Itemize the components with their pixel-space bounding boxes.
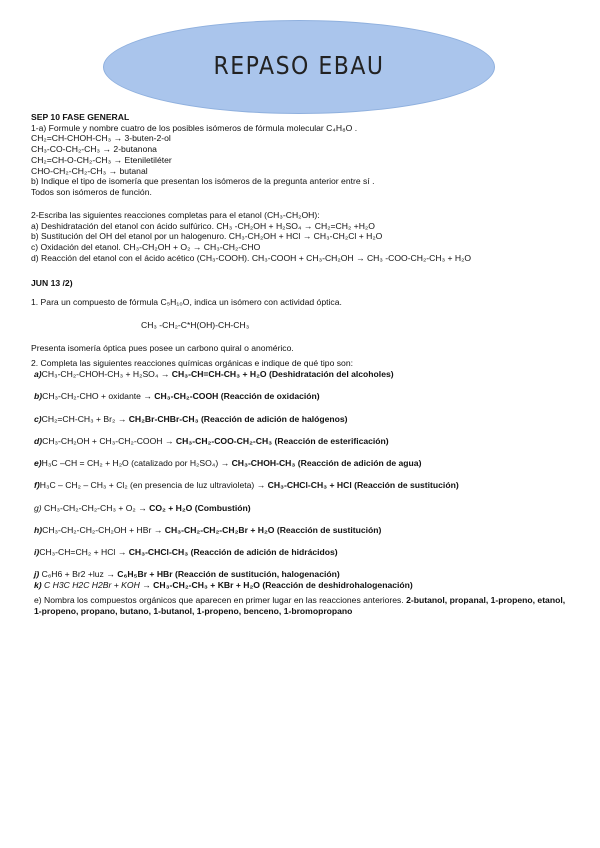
- reaction-b: [31, 391, 571, 402]
- question-2e-answer: 2-butanol, propanal, 1-propeno, etanol, 1-propeno, propano, butano, 1-butanol, 1-propeno, benceno, 1-bromopropano: [34, 594, 566, 616]
- reaction-item: a) Deshidratación del etanol con ácido sulfúrico. CH₃ -CH₂OH + H₂SO₄ → CH₂=CH₂ +H₂O: [31, 220, 375, 231]
- reaction-label: g): [34, 502, 42, 513]
- question-2: 2-Escriba las siguientes reacciones completas para el etanol (CH₃-CH₂OH):: [31, 209, 320, 220]
- reaction-k: [31, 580, 571, 591]
- reaction-reactants: CH₃-CH₂-CH₂-CH₃ + O₂ →: [41, 502, 150, 513]
- reaction-label: f): [34, 480, 40, 491]
- reaction-i: [31, 547, 571, 558]
- reaction-e: [31, 458, 571, 469]
- question-2e-text: e) Nombra los compuestos orgánicos que aparecen en primer lugar en las reacciones anteriores.: [34, 594, 407, 605]
- reaction-h: [31, 525, 571, 536]
- question-2e: [31, 595, 571, 616]
- document-body: [31, 112, 571, 616]
- section-heading-jun13: JUN 13 /2): [31, 277, 73, 288]
- title-banner: [103, 20, 495, 114]
- reaction-reactants: C H3C H2C H2Br + KOH →: [41, 580, 154, 591]
- reaction-reactants: C₆H6 + Br2 +luz →: [39, 569, 118, 580]
- reaction-label: h): [34, 524, 43, 535]
- reaction-reactants: CH₃-CH=CH₂ + HCl →: [39, 547, 129, 558]
- reaction-answer: CH₂Br-CHBr-CH₃ (Reacción de adición de halógenos): [128, 413, 348, 424]
- isomer-line: CHO-CH₂-CH₂-CH₃ → butanal: [31, 165, 148, 176]
- reaction-reactants: H₃C – CH₂ – CH₃ + Cl₂ (en presencia de luz ultravioleta) →: [39, 480, 268, 491]
- reaction-label: a): [34, 369, 42, 380]
- reaction-j: [31, 569, 571, 580]
- reaction-label: i): [34, 547, 40, 558]
- reaction-item: c) Oxidación del etanol. CH₃-CH₂OH + O₂ → CH₃-CH₂-CHO: [31, 242, 261, 253]
- reaction-answer: CH₃-CH=CH-CH₃ + H₂O (Deshidratación del alcoholes): [171, 369, 394, 380]
- reaction-label: j): [34, 569, 40, 580]
- question-1a: 1-a) Formule y nombre cuatro de los posibles isómeros de fórmula molecular C₄H₈O .: [31, 122, 358, 133]
- reaction-item: b) Sustitución del OH del etanol por un halogenuro. CH₃-CH₂OH + HCl → CH₃-CH₂Cl + H₂O: [31, 231, 383, 242]
- reaction-c: [31, 414, 571, 425]
- reaction-answer: CH₃-CHCl-CH₃ (Reacción de adición de hidrácidos): [128, 547, 338, 558]
- reaction-d: [31, 436, 571, 447]
- reaction-answer: CH₃-CHCl-CH₃ + HCl (Reacción de sustitución): [267, 480, 459, 491]
- reaction-label: d): [34, 435, 43, 446]
- reaction-answer: CH₃-CH₂-CH₂-CH₂Br + H₂O (Reacción de sustitución): [164, 524, 382, 535]
- page-title: REPASO EBAU: [213, 52, 385, 82]
- reaction-reactants: H₃C –CH = CH₂ + H₂O (catalizado por H₂SO₄) →: [41, 458, 232, 469]
- reaction-reactants: CH₂=CH-CH₃ + Br₂ →: [41, 413, 129, 424]
- reaction-answer: CH₃-CHOH-CH₃ (Reacción de adición de agua): [231, 458, 422, 469]
- reaction-answer: CO₂ + H₂O (Combustión): [149, 502, 251, 513]
- reaction-reactants: CH₃-CH₂-CH₂-CH₂OH + HBr →: [42, 524, 165, 535]
- reaction-reactants: CH₃-CH₂-CHOH-CH₃ + H₂SO₄ →: [41, 369, 172, 380]
- answer-jun-1: Presenta isomería óptica pues posee un carbono quiral o anomérico.: [31, 342, 294, 353]
- isomer-line: CH₂=CH-CHOH-CH₃ → 3-buten-2-ol: [31, 133, 171, 144]
- chiral-formula: CH₃ -CH₂-C*H(OH)-CH-CH₃: [141, 320, 250, 331]
- answer-1b: Todos son isómeros de función.: [31, 187, 152, 198]
- reaction-answer: CH₃-CH₂-COO-CH₂-CH₃ (Reacción de esterificación): [175, 435, 389, 446]
- question-jun-2: 2. Completa las siguientes reacciones químicas orgánicas e indique de qué tipo son:: [31, 358, 353, 369]
- reaction-a: [31, 369, 571, 380]
- reaction-label: c): [34, 413, 42, 424]
- section-heading-sep10: SEP 10 FASE GENERAL: [31, 112, 130, 122]
- question-jun-1: 1. Para un compuesto de fórmula C₅H₁₀O, indica un isómero con actividad óptica.: [31, 297, 342, 308]
- reaction-item: d) Reacción del etanol con el ácido acético (CH₃-COOH). CH₃-COOH + CH₃-CH₂OH → CH₃ -COO-CH₂-CH₃ + H₂O: [31, 252, 472, 263]
- reaction-answer: CH₃-CH₂-COOH (Reacción de oxidación): [154, 391, 320, 402]
- reaction-reactants: CH₃-CH₂OH + CH₃-CH₂-COOH →: [42, 435, 176, 446]
- reaction-answer: C₆H₅Br + HBr (Reacción de sustitución, halogenación): [117, 569, 340, 580]
- reaction-label: k): [34, 580, 42, 591]
- reaction-reactants: CH₃-CH₂-CHO + oxidante →: [42, 391, 155, 402]
- reaction-label: b): [34, 391, 43, 402]
- question-1b: b) Indique el tipo de isomería que presentan los isómeros de la pregunta anterior entre sí .: [31, 176, 375, 187]
- reaction-g: [31, 503, 571, 514]
- reaction-f: [31, 480, 571, 491]
- isomer-line: CH₂=CH-O-CH₂-CH₃ → Eteniletiléter: [31, 154, 172, 165]
- reaction-answer: CH₃-CH₂-CH₃ + KBr + H₂O (Reacción de deshidrohalogenación): [153, 580, 413, 591]
- isomer-line: CH₃-CO-CH₂-CH₃ → 2-butanona: [31, 144, 157, 155]
- reaction-label: e): [34, 458, 42, 469]
